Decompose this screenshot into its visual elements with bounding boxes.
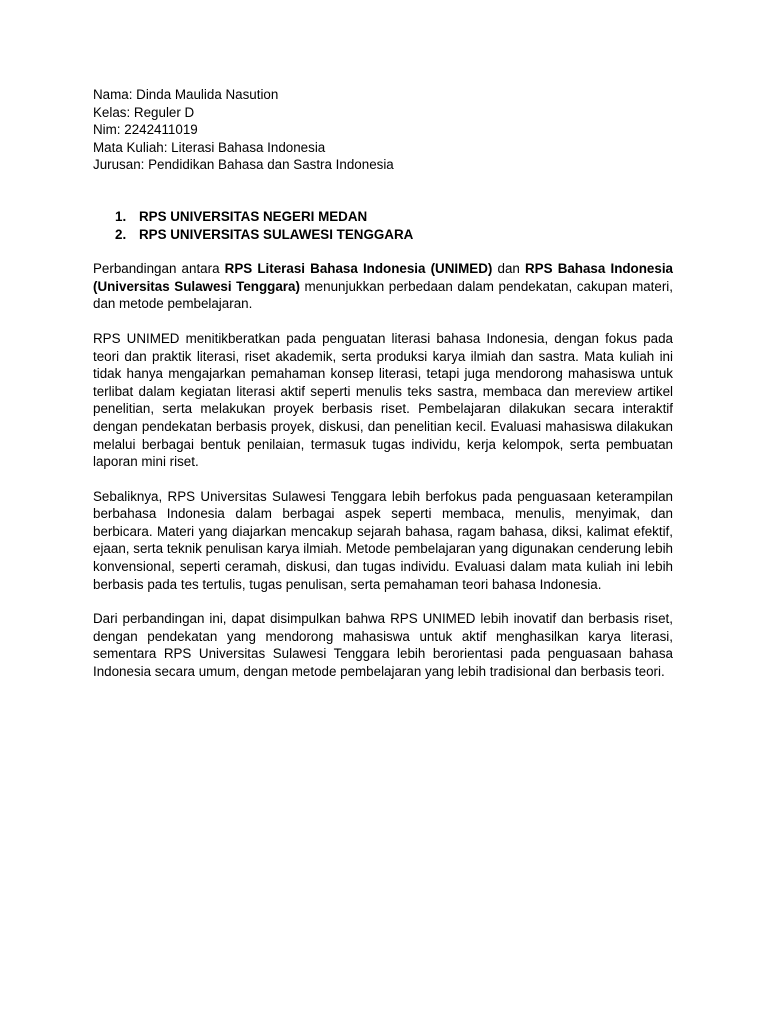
intro-text-2: dan bbox=[492, 261, 525, 277]
list-item-text: RPS UNIVERSITAS SULAWESI TENGGARA bbox=[139, 226, 414, 242]
course-name: Mata Kuliah: Literasi Bahasa Indonesia bbox=[93, 139, 326, 155]
list-item bbox=[93, 208, 673, 226]
student-info bbox=[93, 86, 673, 174]
list-number: 2. bbox=[115, 226, 127, 242]
department-name: Jurusan: Pendidikan Bahasa dan Sastra Indonesia bbox=[93, 157, 394, 173]
list-item bbox=[93, 226, 673, 244]
body-paragraph-ust: Sebaliknya, RPS Universitas Sulawesi Tenggara lebih berfokus pada penguasaan keterampilan berbahasa Indonesia dalam berbagai aspek seperti membaca, menulis, menyimak, dan berbicara. Materi yang diajarkan mencakup sejarah bahasa, ragam bahasa, diksi, kalimat efektif, ejaan, serta teknik penulisan karya ilmiah. Metode pembelajaran yang digunakan cenderung lebih konvensional, seperti ceramah, diskusi, dan tugas individu. Evaluasi dalam mata kuliah ini lebih berbasis pada tes tertulis, tugas penulisan, serta pemahaman teori bahasa Indonesia. bbox=[93, 488, 673, 592]
intro-bold-1: RPS Literasi Bahasa Indonesia (UNIMED) bbox=[224, 261, 493, 277]
conclusion-paragraph: Dari perbandingan ini, dapat disimpulkan bahwa RPS UNIMED lebih inovatif dan berbasis riset, dengan pendekatan yang mendorong mahasiswa untuk aktif menghasilkan karya literasi, sementara RPS Universitas Sulawesi Tenggara lebih berorientasi pada penguasaan bahasa Indonesia secara umum, dengan metode pembelajaran yang lebih tradisional dan berbasis teori. bbox=[93, 611, 673, 680]
list-item-text: RPS UNIVERSITAS NEGERI MEDAN bbox=[139, 208, 368, 224]
document-page bbox=[93, 86, 673, 681]
student-name: Nama: Dinda Maulida Nasution bbox=[93, 87, 279, 102]
intro-text-3: menunjukkan perbedaan dalam pendekatan, cakupan materi, dan metode pembelajaran. bbox=[93, 278, 673, 312]
body-paragraph-unimed: RPS UNIMED menitikberatkan pada penguatan literasi bahasa Indonesia, dengan fokus pada teori dan praktik literasi, riset akademik, serta produksi karya ilmiah dan sastra. Mata kuliah ini tidak hanya mengajarkan pemahaman konsep literasi, tetapi juga mendorong mahasiswa untuk terlibat dalam kegiatan literasi aktif seperti menulis teks sastra, membaca dan mereview artikel penelitian, serta melakukan proyek berbasis riset. Pembelajaran dilakukan secara interaktif dengan pendekatan berbasis proyek, diskusi, dan penelitian kecil. Evaluasi mahasiswa dilakukan melalui berbagai bentuk penilaian, termasuk tugas individu, kerja kelompok, serta pembuatan laporan mini riset. bbox=[93, 330, 673, 470]
student-nim: Nim: 2242411019 bbox=[93, 122, 198, 138]
intro-text-1: Perbandingan antara bbox=[93, 261, 225, 277]
student-class: Kelas: Reguler D bbox=[93, 104, 195, 120]
list-number: 1. bbox=[115, 208, 127, 224]
intro-paragraph bbox=[93, 260, 673, 313]
rps-list bbox=[93, 208, 673, 243]
intro-bold-2: RPS Bahasa Indonesia (Universitas Sulawesi Tenggara) bbox=[93, 261, 673, 294]
